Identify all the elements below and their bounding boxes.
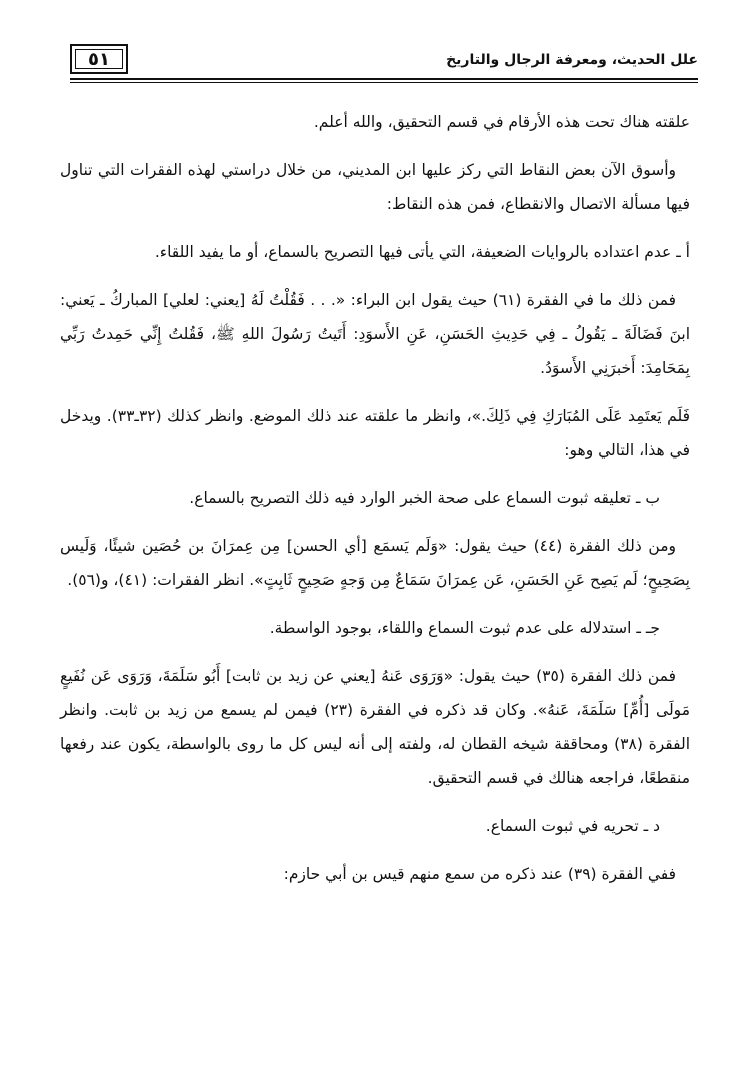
header-rule: [70, 78, 698, 80]
page-body: [60, 105, 690, 905]
running-title: علل الحديث، ومعرفة الرجال والتاريخ: [446, 52, 698, 68]
page-number: ٥١: [70, 44, 128, 74]
point-c-heading: جـ ـ استدلاله على عدم ثبوت السماع واللقاء، بوجود الواسطة.: [269, 619, 660, 637]
header-rule-thin: [70, 82, 698, 83]
page-header: [70, 44, 698, 82]
paragraph-intro: علقته هناك تحت هذه الأرقام في قسم التحقيق، والله أعلم.: [313, 113, 690, 131]
point-d-heading: د ـ تحريه في ثبوت السماع.: [485, 817, 660, 835]
point-a-heading: أ ـ عدم اعتداده بالروايات الضعيفة، التي يأتى فيها التصريح بالسماع، أو ما يفيد اللقاء.: [154, 243, 690, 261]
point-c-example: فمن ذلك الفقرة (٣٥) حيث يقول: «وَرَوَى عَنهُ [يعني عن زيد بن ثابت] أَبُو سَلَمَةَ، وَرَوَى عَن نُفَيعٍ مَولَى [أُمِّ] سَلَمَةَ، عَنهُ». وكان قد ذكره في الفقرة (٢٣) فيمن لم يسمع من زيد بن ثابت. وانظر الفقرة (٣٨) ومحاققة شيخه القطان له، ولفته إلى أنه ليس كل ما روى بالواسطة، يكون عند رفعها منقطعًا، فراجعه هنالك في قسم التحقيق.: [60, 667, 690, 787]
paragraph-points-intro: وأسوق الآن بعض النقاط التي ركز عليها ابن المديني، من خلال دراستي لهذه الفقرات التي تناول فيها مسألة الاتصال والانقطاع، فمن هذه النقاط:: [60, 161, 690, 213]
point-a-conclusion: فَلَم يَعتَمِد عَلَى المُبَارَكِ فِي ذَلِكَ.»، وانظر ما علقته عند ذلك الموضع. وانظر كذلك (٣٢ـ٣٣). ويدخل في هذا، التالي وهو:: [60, 407, 690, 459]
point-b-heading: ب ـ تعليقه ثبوت السماع على صحة الخبر الوارد فيه ذلك التصريح بالسماع.: [189, 489, 660, 507]
point-d-example: ففي الفقرة (٣٩) عند ذكره من سمع منهم قيس بن أبي حازم:: [283, 865, 676, 883]
point-a-example: فمن ذلك ما في الفقرة (٦١) حيث يقول ابن البراء: «. . . فَقُلْتُ لَهُ [يعني: لعلي] المباركُ ـ يَعني: ابنَ فَضَالَةَ ـ يَقُولُ ـ فِي حَدِيثِ الحَسَنِ، عَنِ الأَسوَدِ: أَتَيتُ رَسُولَ اللهِ ﷺ، فَقُلتُ إِنِّي حَمِدتُ رَبِّي بِمَحَامِدَ: أَخبرَنِي الأَسوَدُ.: [60, 291, 690, 377]
point-b-example: ومن ذلك الفقرة (٤٤) حيث يقول: «وَلَم يَسمَع [أي الحسن] مِن عِمرَانَ بن حُصَين شيئًا، وَلَيس بِصَحِيحٍ؛ لَم يَصِح عَنِ الحَسَنِ، عَن عِمرَانَ سَمَاعٌ مِن وَجهٍ صَحِيحٍ ثَابِتٍ». انظر الفقرات: (٤١)، و(٥٦).: [60, 537, 690, 589]
